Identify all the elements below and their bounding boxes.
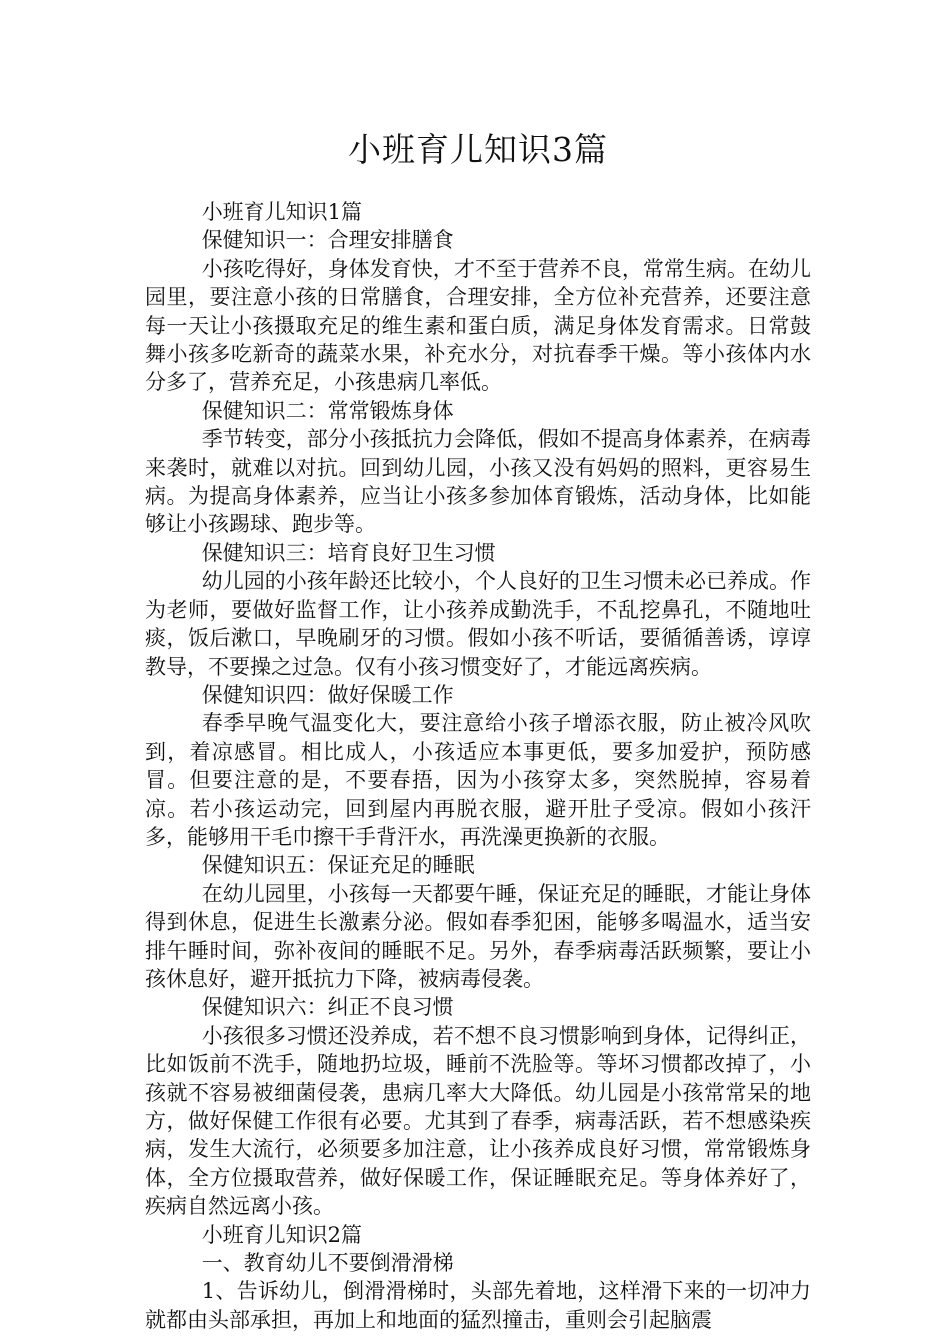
paragraph: 1、告诉幼儿，倒滑滑梯时，头部先着地，这样滑下来的一切冲力就都由头部承担，再加上和地面的猛烈撞击，重则会引起脑震 xyxy=(145,1279,811,1332)
paragraph: 季节转变，部分小孩抵抗力会降低，假如不提高身体素养，在病毒来袭时，就难以对抗。回到幼儿园，小孩又没有妈妈的照料，更容易生病。为提高身体素养，应当让小孩多参加体育锻炼，活动身体，比如能够让小孩踢球、跑步等。 xyxy=(145,427,811,537)
paragraph: 小孩吃得好，身体发育快，才不至于营养不良，常常生病。在幼儿园里，要注意小孩的日常膳食，合理安排，全方位补充营养，还要注意每一天让小孩摄取充足的维生素和蛋白质，满足身体发育需求。日常鼓舞小孩多吃新奇的蔬菜水果，补充水分，对抗春季干燥。等小孩体内水分多了，营养充足，小孩患病几率低。 xyxy=(145,256,811,395)
subheading-3: 保健知识三：培育良好卫生习惯 xyxy=(201,540,496,565)
subheading-2: 保健知识二：常常锻炼身体 xyxy=(201,398,454,423)
document-body xyxy=(145,198,811,1334)
subheading-6: 保健知识六：纠正不良习惯 xyxy=(201,995,454,1020)
document-title: 小班育儿知识3篇 xyxy=(348,130,608,169)
section-heading-1: 小班育儿知识1篇 xyxy=(201,200,363,224)
paragraph: 春季早晚气温变化大，要注意给小孩子增添衣服，防止被冷风吹到，着凉感冒。相比成人，小孩适应本事更低，要多加爱护，预防感冒。但要注意的是，不要春捂，因为小孩穿太多，突然脱掉，容易着凉。若小孩运动完，回到屋内再脱衣服，避开肚子受凉。假如小孩汗多，能够用干毛巾擦干手背汗水，再洗澡更换新的衣服。 xyxy=(145,711,811,849)
subheading-5: 保健知识五：保证充足的睡眠 xyxy=(201,853,475,878)
subheading-1: 保健知识一：合理安排膳食 xyxy=(201,228,454,253)
subheading-4: 保健知识四：做好保暖工作 xyxy=(201,682,454,707)
paragraph: 小孩很多习惯还没养成，若不想不良习惯影响到身体，记得纠正，比如饭前不洗手，随地扔垃圾，睡前不洗脸等。等坏习惯都改掉了，小孩就不容易被细菌侵袭，患病几率大大降低。幼儿园是小孩常常呆的地方，做好保健工作很有必要。尤其到了春季，病毒活跃，若不想感染疾病，发生大流行，必须要多加注意，让小孩养成良好习惯，常常锻炼身体，全方位摄取营养，做好保暖工作，保证睡眠充足。等身体养好了，疾病自然远离小孩。 xyxy=(145,1023,811,1219)
paragraph: 幼儿园的小孩年龄还比较小，个人良好的卫生习惯未必已养成。作为老师，要做好监督工作，让小孩养成勤洗手，不乱挖鼻孔，不随地吐痰，饭后漱口，早晚刷牙的习惯。假如小孩不听话，要循循善诱，谆谆教导，不要操之过急。仅有小孩习惯变好了，才能远离疾病。 xyxy=(145,569,811,679)
subheading-7: 一、教育幼儿不要倒滑滑梯 xyxy=(201,1251,454,1276)
section-heading-2: 小班育儿知识2篇 xyxy=(201,1222,363,1247)
paragraph: 在幼儿园里，小孩每一天都要午睡，保证充足的睡眠，才能让身体得到休息，促进生长激素分泌。假如春季犯困，能够多喝温水，适当安排午睡时间，弥补夜间的睡眠不足。另外，春季病毒活跃频繁，要让小孩休息好，避开抵抗力下降，被病毒侵袭。 xyxy=(145,881,811,991)
